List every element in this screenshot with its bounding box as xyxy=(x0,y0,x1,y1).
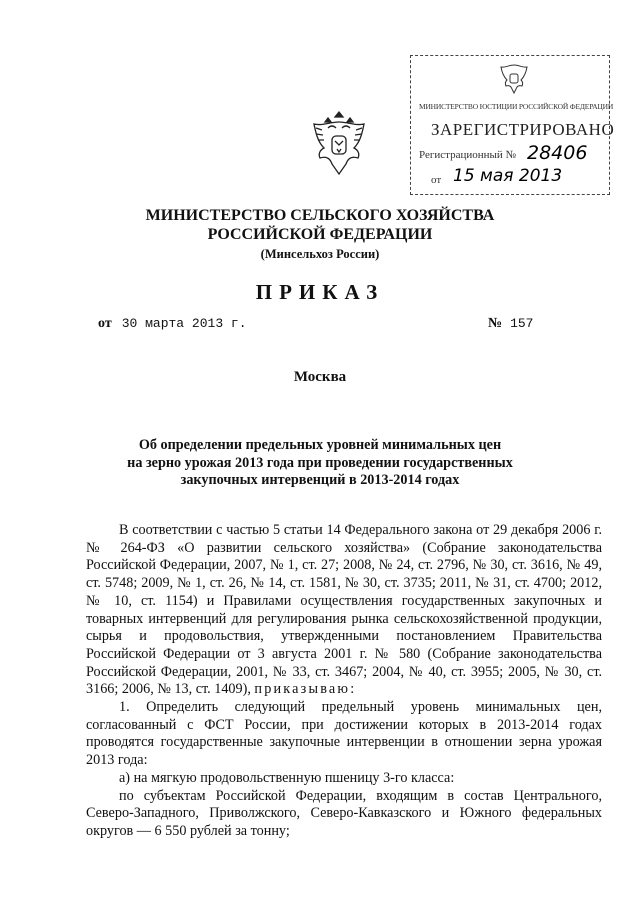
document-type-heading: ПРИКАЗ xyxy=(255,280,385,304)
item-1-paragraph: 1. Определить следующий предельный уровень минимальных цен, согласованный с ФСТ России, при достижении которых в 2013-2014 годах проводятся государственные закупочные интервенции в отношении зерна урожая 2013 года: xyxy=(86,699,602,769)
stamp-ministry-line: МИНИСТЕРСТВО ЮСТИЦИИ РОССИЙСКОЙ ФЕДЕРАЦИИ xyxy=(419,102,614,111)
stamp-date-value: 15 мая 2013 xyxy=(453,166,563,186)
preamble-text: В соответствии с частью 5 статьи 14 Федерального закона от 29 декабря 2006 г. № 264-ФЗ «О развитии сельского хозяйства» (Собрание законодательства Российской Федерации, 2007, № 1, ст. 27; 2008, № 24, ст. 2796, № 30, ст. 3616, № 49, ст. 5748; 2009, № 1, ст. 26, № 14, ст. 1581, № 30, ст. 3735; 2011, № 31, ст. 4700; 2012, № 10, ст. 1154) и Правилами осуществления государственных закупочных и товарных интервенций для регулирования рынка сельскохозяйственной продукции, сырья и продовольствия, утвержденными постановлением Правительства Российской Федерации от 3 августа 2001 г. № 580 (Собрание законодательства Российской Федерации, 2001, № 33, ст. 3467; 2004, № 40, ст. 3955; 2005, № 30, ст. 3166; 2006, № 13, ст. 1409), xyxy=(86,522,602,698)
stamp-reg-label: Регистрационный № xyxy=(419,149,517,161)
order-date-prefix: от xyxy=(98,316,112,331)
ministry-short-name: (Минсельхоз России) xyxy=(260,247,380,261)
order-date xyxy=(98,316,247,332)
order-date-value: 30 марта 2013 г. xyxy=(121,316,247,331)
stamp-reg-number: 28406 xyxy=(527,142,588,164)
document-title xyxy=(100,437,540,490)
registration-stamp xyxy=(410,55,615,195)
document-body xyxy=(86,522,602,841)
title-line-1: Об определении предельных уровней минимальных цен xyxy=(138,437,502,453)
ministry-name-line2: РОССИЙСКОЙ ФЕДЕРАЦИИ xyxy=(207,226,433,243)
order-number-value: 157 xyxy=(510,316,534,331)
order-number xyxy=(488,316,533,332)
item-a-paragraph: а) на мягкую продовольственную пшеницу 3-го класса: xyxy=(119,769,455,786)
order-word: приказываю: xyxy=(254,681,357,698)
title-line-3: закупочных интервенций в 2013-2014 годах xyxy=(180,472,460,488)
stamp-date-label: от xyxy=(431,174,442,186)
stamp-registered-label: ЗАРЕГИСТРИРОВАНО xyxy=(431,120,615,139)
ministry-name-line1: МИНИСТЕРСТВО СЕЛЬСКОГО ХОЗЯЙСТВА xyxy=(145,207,495,224)
preamble-paragraph xyxy=(86,522,602,699)
city-name: Москва xyxy=(293,369,347,385)
title-line-2: на зерно урожая 2013 года при проведении государственных xyxy=(127,454,513,471)
coat-of-arms-emblem xyxy=(308,108,370,180)
order-number-prefix: № xyxy=(488,316,503,331)
stamp-emblem-icon xyxy=(497,62,531,96)
item-a-text-paragraph: по субъектам Российской Федерации, входящим в состав Центрального, Северо-Западного, Приволжского, Северо-Кавказского и Южного федеральных округов — 6 550 рублей за тонну; xyxy=(86,787,602,839)
